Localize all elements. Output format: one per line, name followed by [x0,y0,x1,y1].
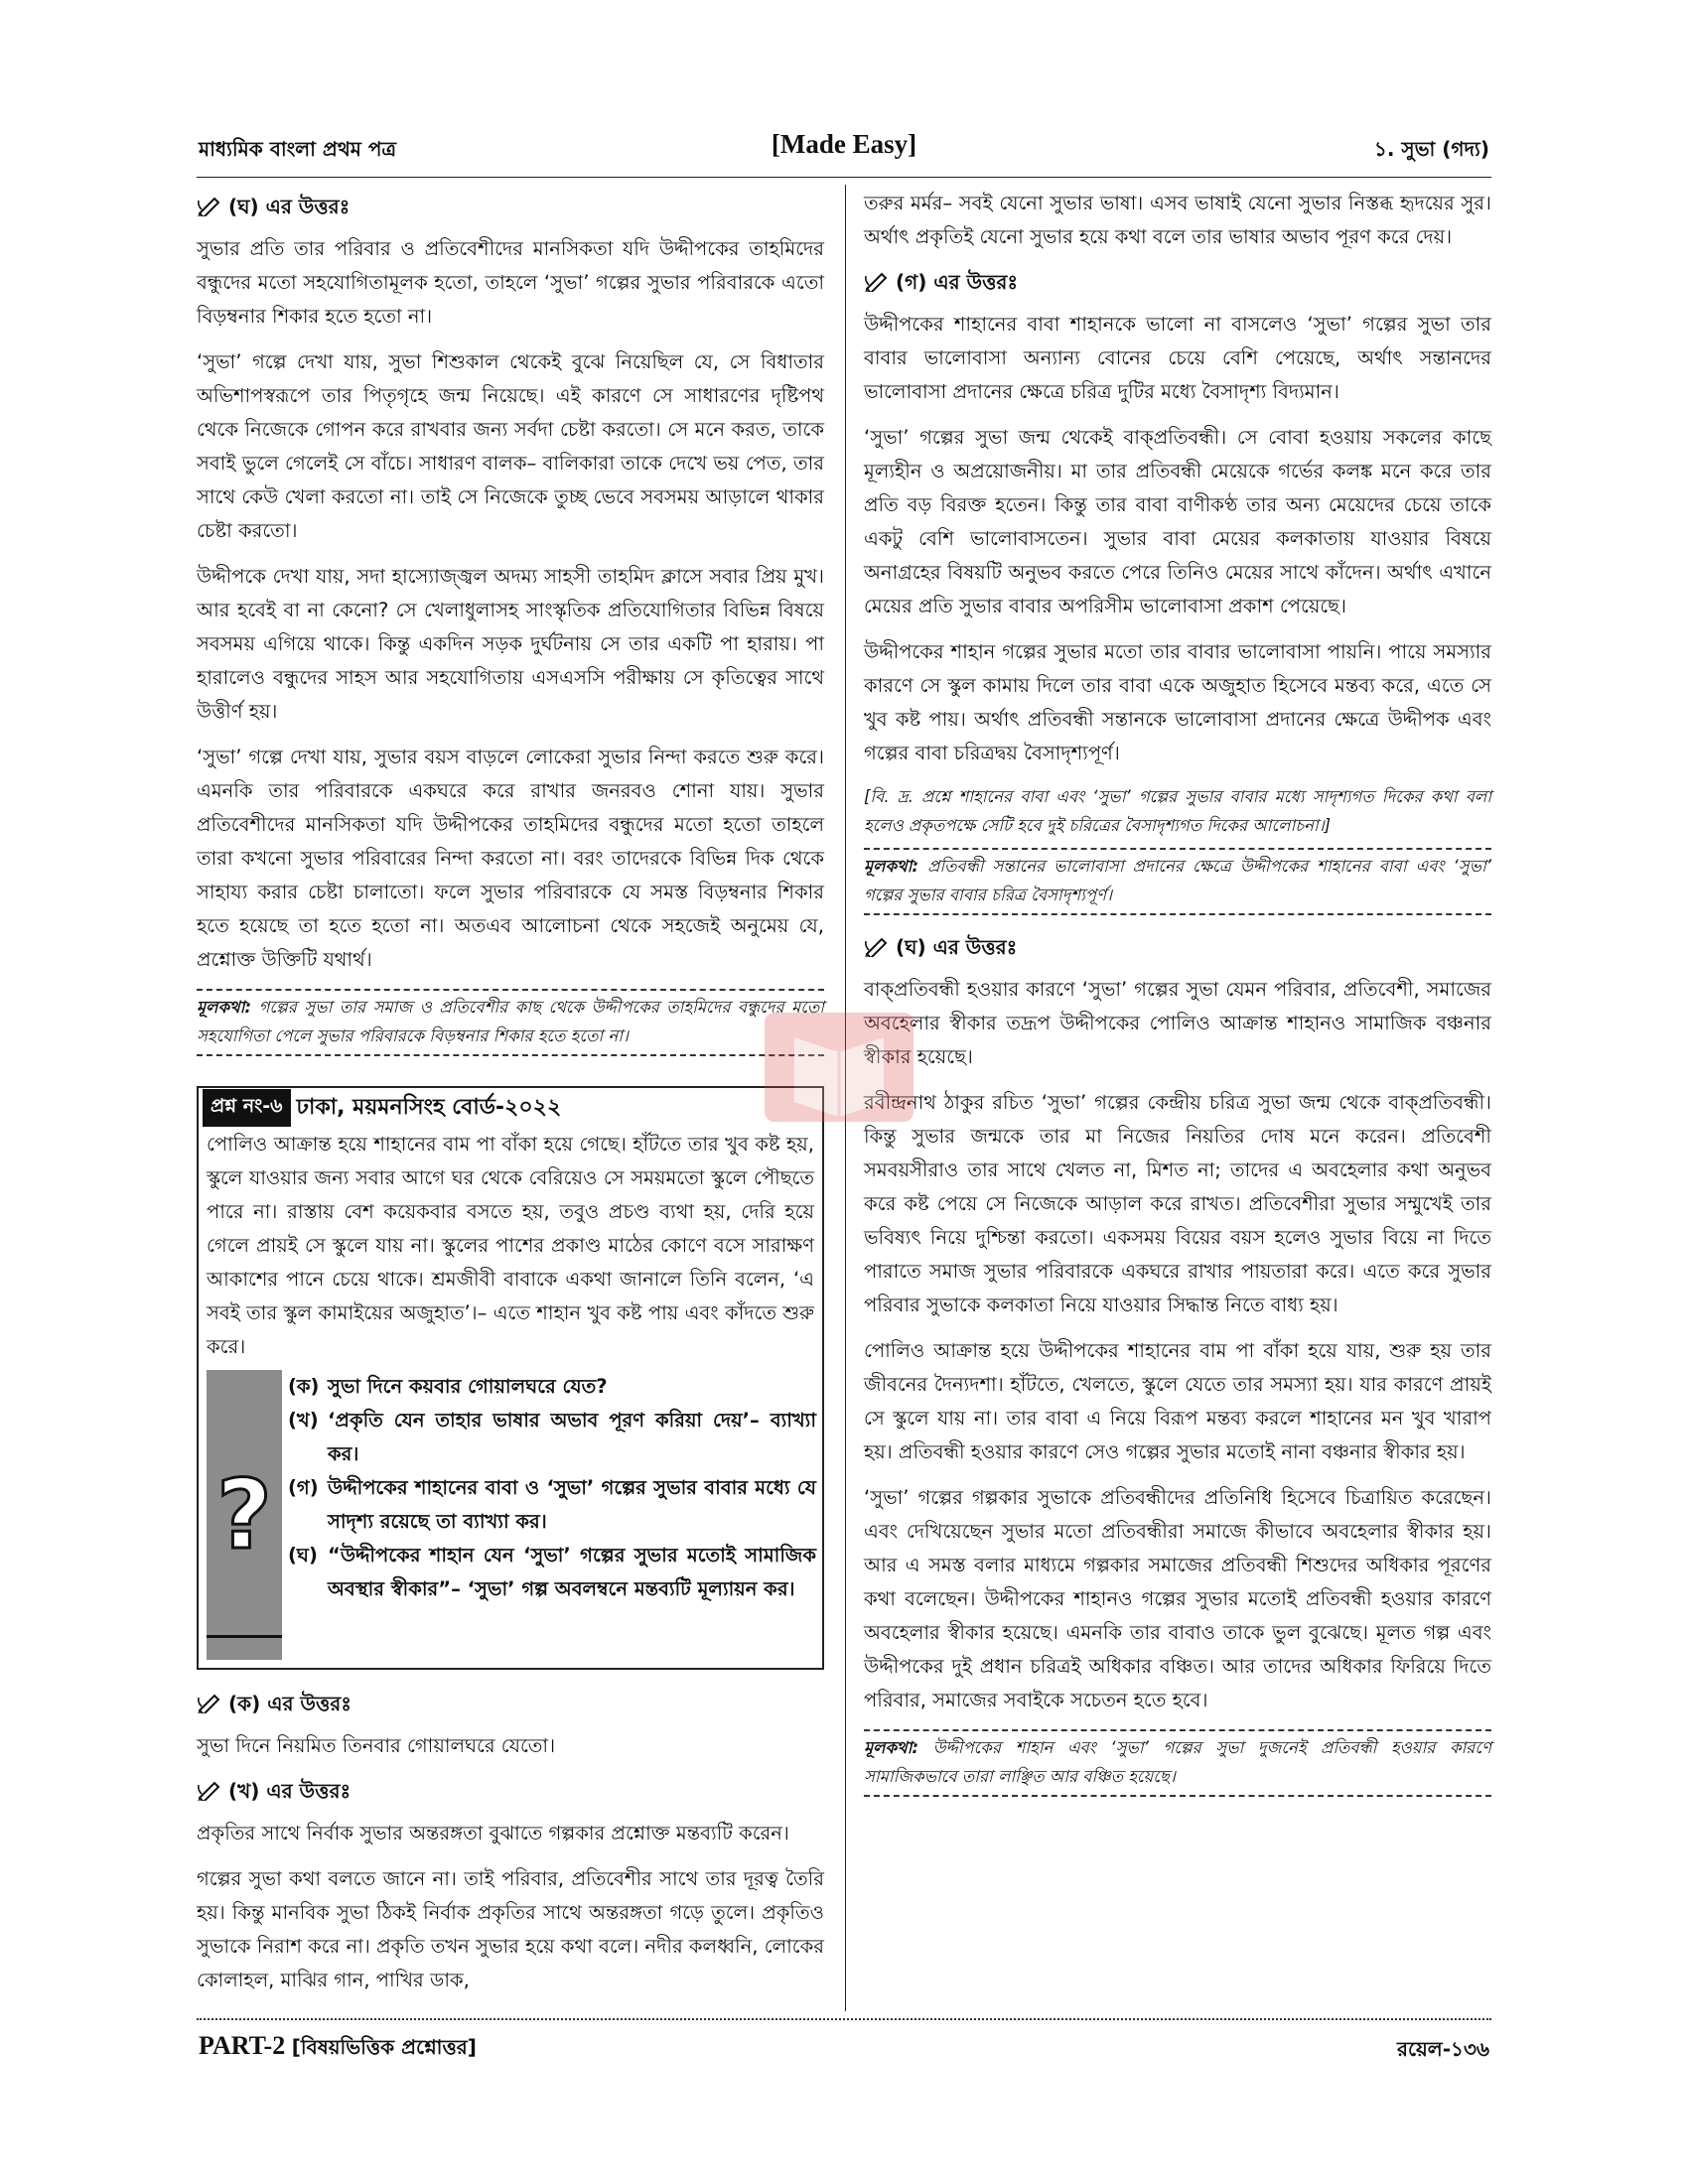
paragraph: সুভা দিনে নিয়মিত তিনবার গোয়ালঘরে যেতো। [197,1734,556,1757]
paragraph: উদ্দীপকে দেখা যায়, সদা হাস্যোজ্জ্বল অদম্য সাহসী তাহমিদ ক্লাসে সবার প্রিয় মুখ। আর হবেই বা না কেনো? সে খেলাধুলাসহ সাংস্কৃতিক প্রতিযোগিতার বিভিন্ন বিষয়ে সবসময় এগিয়ে থাকে। কিন্তু একদিন সড়ক দুর্ঘটনায় সে তার একটি পা হারায়। পা হারালেও বন্ধুদের সাহস আর সহযোগিতায় এসএসসি পরীক্ষায় সে কৃতিত্বের সাথে উত্তীর্ণ হয়। [197,565,824,723]
footer-rule [197,2018,1491,2020]
footer-part-label [199,2031,477,2066]
question-box [197,1086,824,1670]
key-point-label: মূলকথা: [864,857,919,876]
answer-heading-ka [197,1688,824,1719]
question-item-text: “উদ্দীপকের শাহান যেন ‘সুভা’ গল্পের সুভার মতোই সামাজিক অবস্থার স্বীকার”– ‘সুভা’ গল্প অবলম্বনে মন্তব্যটি মূল্যায়ন কর। [328,1544,816,1600]
footer-part-sub: [বিষয়ভিত্তিক প্রশ্নোত্তর] [291,2035,477,2059]
pen-icon [197,1694,222,1713]
pen-icon [864,937,890,957]
answer-heading-text: (খ) এর উত্তরঃ [228,1779,352,1803]
question-number-badge: প্রশ্ন নং-৬ [203,1089,291,1127]
header-rule [197,177,1491,178]
answer-heading-gha-2 [864,931,1491,963]
question-item-text: ‘প্রকৃতি যেন তাহার ভাষার অভাব পূরণ করিয়া দেয়’– ব্যাখ্যা কর। [328,1409,816,1465]
column-divider [845,185,846,2011]
pen-icon [197,197,222,216]
key-point-note [864,848,1491,915]
question-item-key: (ক) [288,1375,320,1398]
question-board: ঢাকা, ময়মনসিংহ বোর্ড-২০২২ [296,1094,562,1120]
paragraph: উদ্দীপকের শাহানের বাবা শাহানকে ভালো না বাসলেও ‘সুভা’ গল্পের সুভা তার বাবার ভালোবাসা অন্যান্য বোনের চেয়ে বেশি পেয়েছে, অর্থাৎ সন্তানদের ভালোবাসা প্রদানের ক্ষেত্রে চরিত্র দুটির মধ্যে বৈসাদৃশ্য বিদ্যমান। [864,313,1491,403]
answer-heading-text: (ঘ) এর উত্তরঃ [228,195,351,218]
paragraph: প্রকৃতির সাথে নির্বাক সুভার অন্তরঙ্গতা বুঝাতে গল্পকার প্রশ্নোক্ত মন্তব্যটি করেন। [197,1822,789,1844]
paragraph: গল্পের সুভা কথা বলতে জানে না। তাই পরিবার, প্রতিবেশীর সাথে তার দূরত্ব তৈরি হয়। কিন্তু মানবিক সুভা ঠিকই নির্বাক প্রকৃতির সাথে অন্তরঙ্গতা গড়ে তুলে। প্রকৃতিও সুভাকে নিরাশ করে না। প্রকৃতি তখন সুভার হয়ে কথা বলে। নদীর কলধ্বনি, লোকের কোলাহল, মাঝির গান, পাখির ডাক, [197,1867,824,1991]
key-point-text: প্রতিবন্ধী সন্তানের ভালোবাসা প্রদানের ক্ষেত্রে উদ্দীপকের শাহানের বাবা এবং ‘সুভা’ গল্পের সুভার বাবার চরিত্র বৈসাদৃশ্যপূর্ণ। [864,857,1491,904]
key-point-note [864,1729,1491,1797]
question-item [288,1404,816,1471]
question-items-block [199,1370,822,1660]
answer-heading-ga [864,266,1491,298]
paragraph: ‘সুভা’ গল্পে দেখা যায়, সুভা শিশুকাল থেকেই বুঝে নিয়েছিল যে, সে বিধাতার অভিশাপস্বরূপে তার পিতৃগৃহে জন্ম নিয়েছে। এই কারণে সে সাধারণের দৃষ্টিপথ থেকে নিজেকে গোপন করে রাখবার জন্য সর্বদা চেষ্টা করতো। সে মনে করত, তাকে সবাই ভুলে গেলেই সে বাঁচে। সাধারণ বালক– বালিকারা তাকে দেখে ভয় পেত, তার সাথে কেউ খেলা করতো না। তাই সে নিজেকে তুচ্ছ ভেবে সবসময় আড়ালে থাকার চেষ্টা করতো। [197,350,824,542]
header-series-title: [Made Easy] [771,129,917,159]
question-item [288,1539,816,1606]
editor-note: [বি. দ্র. প্রশ্নে শাহানের বাবা এবং ‘সুভা’ গল্পের সুভার বাবার মধ্যে সাদৃশ্যগত দিকের কথা বলা হলেও প্রকৃতপক্ষে সেটি হবে দুই চরিত্রের বৈসাদৃশ্যগত দিকের আলোচনা।] [864,787,1491,835]
right-column [864,187,1491,1813]
paragraph: তরুর মর্মর– সবই যেনো সুভার ভাষা। এসব ভাষাই যেনো সুভার নিস্তব্ধ হৃদয়ের সুর। অর্থাৎ প্রকৃতিই যেনো সুভার হয়ে কথা বলে তার ভাষার অভাব পূরণ করে দেয়। [864,192,1491,248]
question-mark-icon: ? [207,1370,282,1660]
answer-heading-gha [197,191,824,222]
question-item-key: (গ) [288,1476,319,1499]
header-chapter-title: ১. সুভা (গদ্য) [1373,137,1489,161]
paragraph: পোলিও আক্রান্ত হয়ে উদ্দীপকের শাহানের বাম পা বাঁকা হয়ে যায়, শুরু হয় তার জীবনের দৈন্যদশা। হাঁটতে, খেলতে, স্কুলে যেতে তার সমস্যা হয়। যার কারণে প্রায়ই সে স্কুলে যায় না। তার বাবা এ নিয়ে বিরূপ মন্তব্য করলে শাহানের মন খুব খারাপ হয়। প্রতিবন্ধী হওয়ার কারণে সেও গল্পের সুভার মতোই নানা বঞ্চনার স্বীকার হয়। [864,1339,1491,1463]
key-point-note [197,989,824,1056]
paragraph: উদ্দীপকের শাহান গল্পের সুভার মতো তার বাবার ভালোবাসা পায়নি। পায়ে সমস্যার কারণে সে স্কুল কামায় দিলে তার বাবা একে অজুহাত হিসেবে মন্তব্য করে, এতে সে খুব কষ্ট পায়। অর্থাৎ প্রতিবন্ধী সন্তানকে ভালোবাসা প্রদানের ক্ষেত্রে উদ্দীপক এবং গল্পের বাবা চরিত্রদ্বয় বৈসাদৃশ্যপূর্ণ। [864,640,1491,764]
footer-part-main: PART-2 [199,2031,286,2060]
key-point-text: উদ্দীপকের শাহান এবং ‘সুভা’ গল্পের সুভা দুজনেই প্রতিবন্ধী হওয়ার কারণে সামাজিকভাবে তারা লাঞ্ছিত আর বঞ্চিত হয়েছে। [864,1738,1491,1786]
answer-heading-text: (ক) এর উত্তরঃ [228,1692,352,1715]
page-footer [199,2031,1489,2067]
page-header [199,129,1489,169]
question-item-key: (খ) [288,1409,319,1432]
question-stimulus: পোলিও আক্রান্ত হয়ে শাহানের বাম পা বাঁকা হয়ে গেছে। হাঁটতে তার খুব কষ্ট হয়, স্কুলে যাওয়ার জন্য সবার আগে ঘর থেকে বেরিয়েও সে সময়মতো স্কুলে পৌছতে পারে না। রাস্তায় বেশ কয়েকবার বসতে হয়, তবুও প্রচণ্ড ব্যথা হয়, দেরি হয়ে গেলে প্রায়ই সে স্কুলে যায় না। স্কুলের পাশের প্রকাণ্ড মাঠের কোণে বসে সারাক্ষণ আকাশের পানে চেয়ে থাকে। শ্রমজীবী বাবাকে একথা জানালে তিনি বলেন, ‘এ সবই তার স্কুল কামাইয়ের অজুহাত’।– এতে শাহান খুব কষ্ট পায় এবং কাঁদতে শুরু করে। [207,1133,814,1358]
left-column [197,187,824,2009]
answer-heading-text: (ঘ) এর উত্তরঃ [896,935,1018,959]
pen-icon [864,272,890,292]
paragraph: ‘সুভা’ গল্পের গল্পকার সুভাকে প্রতিবন্ধীদের প্রতিনিধি হিসেবে চিত্রায়িত করেছেন। এবং দেখিয়েছেন সুভার মতো প্রতিবন্ধীরা সমাজে কীভাবে অবহেলার স্বীকার হয়। আর এ সমস্ত বলার মাধ্যমে গল্পকার সমাজের প্রতিবন্ধী শিশুদের অধিকার পূরণের কথা বলেছেন। উদ্দীপকের শাহানও গল্পের সুভার মতোই প্রতিবন্ধী হওয়ার কারণে অবহেলার স্বীকার হয়েছে। এমনকি তার বাবাও তাকে ভুল বুঝেছে। মূলত গল্প এবং উদ্দীপকের দুই প্রধান চরিত্রই অধিকার বঞ্চিত। আর তাদের অধিকার ফিরিয়ে দিতে পরিবার, সমাজের সবাইকে সচেতন হতে হবে। [864,1486,1491,1711]
pen-icon [197,1781,222,1801]
key-point-label: মূলকথা: [864,1738,919,1757]
key-point-label: মূলকথা: [197,998,252,1017]
footer-page-number: রয়েল-১৩৬ [1396,2037,1489,2061]
question-header [199,1088,822,1128]
question-item-text: উদ্দীপকের শাহানের বাবা ও ‘সুভা’ গল্পের সুভার বাবার মধ্যে যে সাদৃশ্য রয়েছে তা ব্যাখ্যা কর। [328,1476,816,1533]
answer-heading-kha [197,1775,824,1807]
answer-heading-text: (গ) এর উত্তরঃ [896,270,1019,294]
question-item [288,1471,816,1539]
paragraph: বাক্প্রতিবন্ধী হওয়ার কারণে ‘সুভা’ গল্পের সুভা যেমন পরিবার, প্রতিবেশী, সমাজের অবহেলার স্বীকার তদ্রূপ উদ্দীপকের পোলিও আক্রান্ত শাহানও সামাজিক বঞ্চনার স্বীকার হয়েছে। [864,978,1491,1068]
paragraph: ‘সুভা’ গল্পে দেখা যায়, সুভার বয়স বাড়লে লোকেরা সুভার নিন্দা করতে শুরু করে। এমনকি তার পরিবারকে একঘরে করে রাখার জনরবও শোনা যায়। সুভার প্রতিবেশীদের মানসিকতা যদি উদ্দীপকের তাহমিদের বন্ধুদের মতো হতো তাহলে তারা কখনো সুভার পরিবারের নিন্দা করতো না। বরং তাদেরকে বিভিন্ন দিক থেকে সাহায্য করার চেষ্টা চালাতো। ফলে সুভার পরিবারকে যে সমস্ত বিড়ম্বনার শিকার হতে হয়েছে তা হতে হতো না। অতএব আলোচনা থেকে সহজেই অনুমেয় যে, প্রশ্নোক্ত উক্তিটি যথার্থ। [197,746,824,971]
paragraph: ‘সুভা’ গল্পের সুভা জন্ম থেকেই বাক্প্রতিবন্ধী। সে বোবা হওয়ায় সকলের কাছে মূল্যহীন ও অপ্রয়োজনীয়। মা তার প্রতিবন্ধী মেয়েকে গর্ভের কলঙ্ক মনে করে তার প্রতি বড় বিরক্ত হতেন। কিন্তু তার বাবা বাণীকণ্ঠ তার অন্য মেয়েদের চেয়ে তাকে একটু বেশি ভালোবাসতেন। সুভার বাবা মেয়ের কলকাতায় যাওয়ার বিষয়ে অনাগ্রহের বিষয়টি অনুভব করতে পেরে তিনিও মেয়ের সাথে কাঁদেন। অর্থাৎ এখানে মেয়ের প্রতি সুভার বাবার অপরিসীম ভালোবাসা প্রকাশ পেয়েছে। [864,426,1491,617]
question-item [288,1370,816,1404]
paragraph: রবীন্দ্রনাথ ঠাকুর রচিত ‘সুভা’ গল্পের কেন্দ্রীয় চরিত্র সুভা জন্ম থেকে বাক্প্রতিবন্ধী। কিন্তু সুভার জন্মকে তার মা নিজের নিয়তির দোষ মনে করেন। প্রতিবেশী সমবয়সীরাও তার সাথে খেলত না, মিশত না; তাদের এ অবহেলার কথা অনুভব করে কষ্ট পেয়ে সে নিজেকে আড়াল করে রাখত। প্রতিবেশীরা সুভার সম্মুখেই তার ভবিষ্যৎ নিয়ে দুশ্চিন্তা করতো। একসময় বিয়ের বয়স হলেও সুভার বিয়ে না দিতে পারাতে সমাজ সুভার পরিবারকে একঘরে রাখার পায়তারা করে। এতে করে সুভার পরিবার সুভাকে কলকাতা নিয়ে যাওয়ার সিদ্ধান্ত নিতে বাধ্য হয়। [864,1091,1491,1316]
question-item-key: (ঘ) [288,1544,318,1567]
question-list [288,1370,816,1660]
header-book-title: মাধ্যমিক বাংলা প্রথম পত্র [199,137,397,161]
key-point-text: গল্পের সুভা তার সমাজ ও প্রতিবেশীর কাছ থেকে উদ্দীপকের তাহমিদের বন্ধুদের মতো সহযোগিতা পেলে সুভার পরিবারকে বিড়ম্বনার শিকার হতে হতো না। [197,998,824,1045]
question-item-text: সুভা দিনে কয়বার গোয়ালঘরে যেত? [328,1375,608,1398]
paragraph: সুভার প্রতি তার পরিবার ও প্রতিবেশীদের মানসিকতা যদি উদ্দীপকের তাহমিদের বন্ধুদের মতো সহযোগিতামূলক হতো, তাহলে ‘সুভা’ গল্পের সুভার পরিবারকে এতো বিড়ম্বনার শিকার হতে হতো না। [197,237,824,328]
